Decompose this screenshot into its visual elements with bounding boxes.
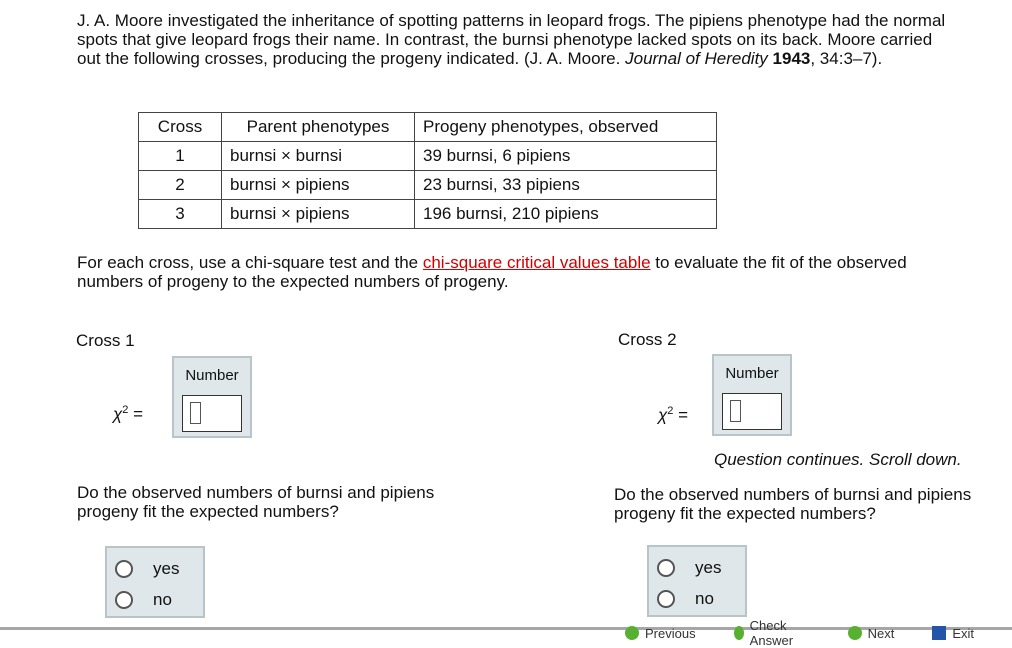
instructions xyxy=(77,253,937,291)
cell-parents: burnsi × pipiens xyxy=(222,200,415,229)
cross1-option-no[interactable] xyxy=(115,587,201,613)
journal-year: 1943 xyxy=(772,49,811,68)
scroll-note: Question continues. Scroll down. xyxy=(714,450,962,469)
cross2-option-yes[interactable] xyxy=(657,555,743,581)
cross2-label: Cross 2 xyxy=(618,330,677,349)
check-answer-label: Check Answer xyxy=(749,618,794,648)
chi-square-table-link[interactable]: chi-square critical values table xyxy=(422,253,651,272)
radio-button[interactable] xyxy=(115,560,133,578)
header-parent-phenotypes: Parent phenotypes xyxy=(222,113,415,142)
cross2-question: Do the observed numbers of burnsi and pipiens progeny fit the expected numbers? xyxy=(614,485,972,523)
number-label: Number xyxy=(185,367,239,384)
cell-cross: 1 xyxy=(139,142,222,171)
chi-symbol: χ xyxy=(658,405,668,425)
cell-progeny: 39 burnsi, 6 pipiens xyxy=(415,142,717,171)
instructions-after: to evaluate the fit of the observed numbers of progeny to the expected numbers of progeny. xyxy=(77,253,907,291)
chi-superscript: 2 xyxy=(122,404,129,416)
previous-icon xyxy=(625,626,639,640)
cross1-answer-panel xyxy=(105,546,205,618)
cross1-number-panel xyxy=(172,356,252,438)
cell-parents: burnsi × burnsi xyxy=(222,142,415,171)
cell-parents: burnsi × pipiens xyxy=(222,171,415,200)
cross1-question: Do the observed numbers of burnsi and pipiens progeny fit the expected numbers? xyxy=(77,483,435,521)
intro-paragraph xyxy=(77,11,957,68)
chi-superscript: 2 xyxy=(667,405,674,417)
next-icon xyxy=(848,626,862,640)
cross2-answer-panel xyxy=(647,545,747,617)
exit-label: Exit xyxy=(952,625,974,641)
intro-text: J. A. Moore investigated the inheritance of spotting patterns in leopard frogs. The pipiens phenotype had the normal spots that give leopard frogs their name. In contrast, the burnsi phenotype lacked spots on its back. Moore carried out the following crosses, producing the progeny indicated. (J. A. Moore. xyxy=(77,11,946,68)
cell-cross: 3 xyxy=(139,200,222,229)
next-label: Next xyxy=(867,625,895,641)
cross2-chi-square-label xyxy=(658,405,688,426)
cell-progeny: 23 burnsi, 33 pipiens xyxy=(415,171,717,200)
cell-progeny: 196 burnsi, 210 pipiens xyxy=(415,200,717,229)
check-answer-icon xyxy=(734,626,744,640)
cell-cross: 2 xyxy=(139,171,222,200)
journal-pages: , 34:3–7). xyxy=(810,49,883,68)
previous-label: Previous xyxy=(645,625,696,641)
equals-sign: = xyxy=(128,404,144,424)
radio-button[interactable] xyxy=(657,559,675,577)
footer-toolbar xyxy=(625,618,1012,648)
next-button[interactable] xyxy=(848,625,895,641)
option-label: yes xyxy=(153,559,180,578)
crosses-table xyxy=(138,112,717,229)
cross2-number-panel xyxy=(712,354,792,436)
cross1-label: Cross 1 xyxy=(76,331,135,350)
radio-button[interactable] xyxy=(115,591,133,609)
equals-sign: = xyxy=(673,405,689,425)
instructions-before: For each cross, use a chi-square test and the xyxy=(77,253,423,272)
input-caret xyxy=(730,400,741,422)
previous-button[interactable] xyxy=(625,625,696,641)
input-caret xyxy=(190,402,201,424)
number-label: Number xyxy=(725,365,779,382)
option-label: yes xyxy=(695,558,722,577)
cross1-option-yes[interactable] xyxy=(115,556,201,582)
table-row xyxy=(139,142,717,171)
table-row xyxy=(139,200,717,229)
chi-symbol: χ xyxy=(113,404,123,424)
option-label: no xyxy=(153,590,172,609)
table-header-row xyxy=(139,113,717,142)
header-progeny-phenotypes: Progeny phenotypes, observed xyxy=(415,113,717,142)
table-row xyxy=(139,171,717,200)
journal-name: Journal of Heredity xyxy=(625,49,768,68)
exit-button[interactable] xyxy=(932,625,974,641)
exit-icon xyxy=(932,626,946,640)
cross1-chi-square-input[interactable] xyxy=(182,395,242,432)
check-answer-button[interactable] xyxy=(734,618,810,648)
option-label: no xyxy=(695,589,714,608)
cross2-option-no[interactable] xyxy=(657,586,743,612)
header-cross: Cross xyxy=(139,113,222,142)
cross1-chi-square-label xyxy=(113,404,143,425)
radio-button[interactable] xyxy=(657,590,675,608)
cross2-chi-square-input[interactable] xyxy=(722,393,782,430)
